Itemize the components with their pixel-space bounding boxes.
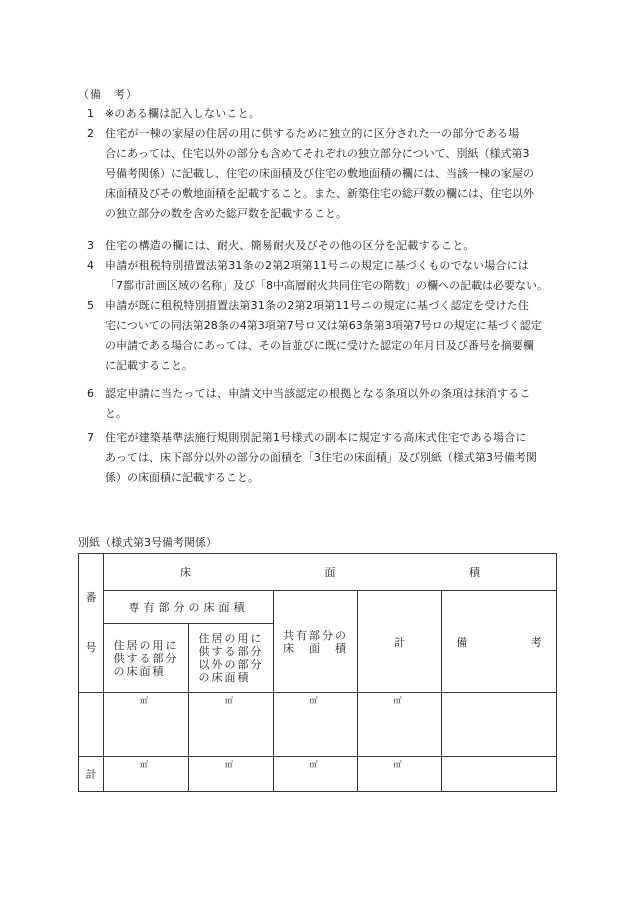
total-cell: [358, 693, 442, 757]
floor-area-table: [78, 553, 557, 792]
note-number: 5: [87, 299, 94, 312]
unit-label: ㎡: [225, 696, 233, 705]
unit-label: ㎡: [225, 760, 233, 769]
non-living-area-total-cell: [189, 757, 274, 792]
note-text: ※のある欄は記入しないこと。: [105, 107, 261, 120]
total-row: [79, 757, 557, 792]
note-7: [87, 428, 553, 488]
number-header: [79, 554, 104, 693]
note-2: [87, 124, 553, 224]
note-text: 住宅の構造の欄には、耐火、簡易耐火及びその他の区分を記載すること。: [105, 239, 475, 252]
note-number: 4: [87, 259, 94, 272]
note-text: 係）の床面積に記載すること。: [105, 471, 259, 484]
unit-label: ㎡: [393, 696, 402, 705]
note-number: 3: [87, 239, 94, 252]
remarks-char: 備: [456, 635, 468, 649]
note-text: 申請が租税特別措置法第31条の2第2項第11号ニの規定に基づくものでない場合には: [105, 259, 529, 272]
shared-area-line: 床 面 積: [283, 641, 348, 655]
living-area-line: 住居の用に: [113, 638, 179, 652]
note-text: 住宅が建築基準法施行規則別記第1号様式の副本に規定する高床式住宅である場合に: [105, 431, 527, 444]
notes-heading: （備 考）: [78, 88, 138, 101]
unit-label: ㎡: [140, 760, 148, 769]
shared-area-header: [274, 591, 358, 693]
table-caption: 別紙（様式第3号備考関係）: [78, 536, 217, 549]
shared-area-line: 共有部分の: [283, 628, 348, 642]
number-cell: [79, 693, 104, 757]
unit-label: ㎡: [393, 760, 402, 769]
note-text: 住宅が一棟の家屋の住居の用に供するために独立的に区分された一の部分である場: [105, 127, 520, 140]
note-number: 2: [87, 127, 94, 140]
note-3: [87, 236, 553, 256]
non-living-area-line: 供する部分: [198, 645, 264, 658]
note-number: 1: [87, 107, 94, 120]
remarks-char: 考: [530, 635, 542, 649]
floor-area-char: 積: [469, 566, 481, 579]
unit-label: ㎡: [309, 696, 318, 705]
non-living-area-line: 住居の用に: [198, 632, 264, 645]
living-area-cell: [104, 693, 189, 757]
note-6: [87, 384, 553, 424]
total-column-header: 計: [358, 591, 442, 693]
non-living-area-cell: [189, 693, 274, 757]
note-5: [87, 296, 553, 376]
shared-area-cell: [274, 693, 358, 757]
unit-label: ㎡: [140, 696, 148, 705]
remarks-header: [442, 591, 557, 693]
note-number: 6: [87, 387, 94, 400]
number-header-go: 号: [85, 641, 97, 654]
non-living-area-line: 以外の部分: [198, 658, 264, 671]
total-row-label: 計: [79, 757, 104, 792]
note-number: 7: [87, 431, 94, 444]
note-text: 床面積及びその敷地面積を記載すること。また、新築住宅の総戸数の欄には、住宅以外: [105, 187, 534, 200]
table-row: [79, 693, 557, 757]
note-1: [87, 104, 553, 124]
floor-area-char: 面: [324, 566, 336, 579]
note-text: 申請が既に租税特別措置法第31条の2第2項第11号ニの規定に基づく認定を受けた住: [105, 299, 529, 312]
non-living-area-header: [189, 624, 274, 693]
living-area-header: [104, 624, 189, 693]
unit-label: ㎡: [309, 760, 318, 769]
note-text: 「7都市計画区域の名称」及び「8中高層耐火共同住宅の階数」の欄への記載は必要ない。: [105, 279, 548, 292]
floor-area-char: 床: [180, 566, 192, 579]
non-living-area-line: の床面積: [198, 671, 251, 684]
note-text: 合にあっては、住宅以外の部分も含めてそれぞれの独立部分について、別紙（様式第3: [105, 147, 530, 160]
note-4: [87, 256, 553, 296]
shared-area-total-cell: [274, 757, 358, 792]
living-area-line: の床面積: [113, 664, 166, 678]
remarks-total-cell: [442, 757, 557, 792]
note-text: 号備考関係）に記載し、住宅の床面積及び住宅の敷地面積の欄には、当該一棟の家屋の: [105, 167, 534, 180]
living-area-line: 供する部分: [113, 651, 179, 665]
note-text: の独立部分の数を含めた総戸数を記載すること。: [105, 207, 347, 220]
exclusive-area-header: 専有部分の床面積: [104, 591, 274, 624]
note-text: の申請である場合にあっては、その旨並びに既に受けた認定の年月日及び番号を摘要欄: [105, 339, 534, 352]
note-text: と。: [105, 407, 127, 420]
note-text: 宅についての同法第28条の4第3項第7号ロ又は第63条第3項第7号ロの規定に基づく認定: [105, 319, 542, 332]
floor-area-header: [104, 554, 557, 591]
grand-total-cell: [358, 757, 442, 792]
remarks-cell: [442, 693, 557, 757]
living-area-total-cell: [104, 757, 189, 792]
note-text: あっては、床下部分以外の部分の面積を「3住宅の床面積」及び別紙（様式第3号備考関: [105, 451, 537, 464]
number-header-ban: 番: [85, 591, 97, 604]
note-text: 認定申請に当たっては、申請文中当該認定の根拠となる条項以外の条項は抹消するこ: [105, 387, 531, 400]
note-text: に記載すること。: [105, 359, 193, 372]
